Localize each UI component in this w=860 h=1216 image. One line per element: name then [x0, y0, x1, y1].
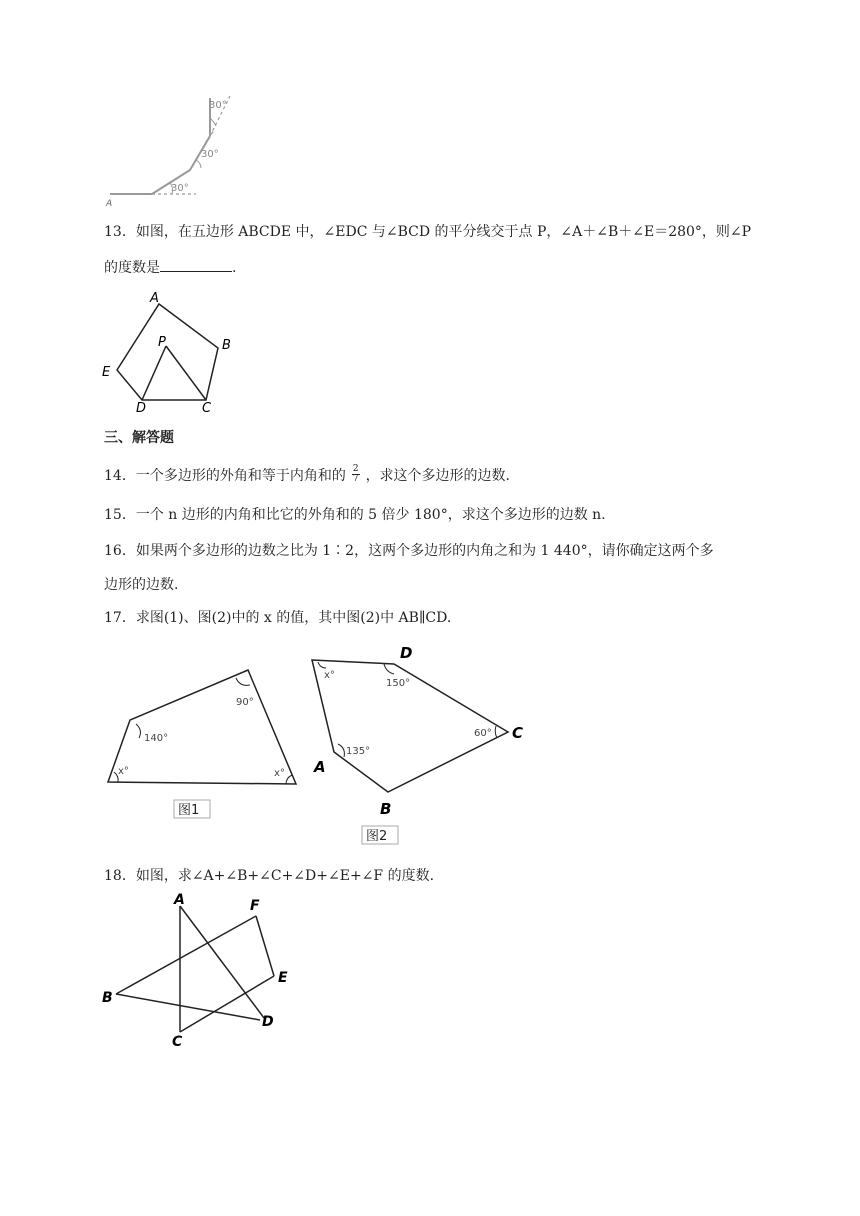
fig17a-caption: 图1 [178, 803, 200, 818]
q14-fraction-num: 2 [352, 463, 359, 474]
fig12-angle-top: 30° [209, 100, 227, 111]
figure-17-2 [0, 640, 860, 850]
fig17b-label-c: C [512, 724, 524, 742]
fig12-angle-low: 30° [171, 183, 189, 194]
fig17a-angle-90: 90° [236, 697, 254, 708]
fig18-label-e: E [278, 970, 288, 986]
fig12-angle-mid: 30° [201, 149, 219, 160]
fig18-label-b: B [102, 990, 113, 1006]
fig17b-angle-150: 150° [386, 678, 411, 689]
q14-pre: 14．一个多边形的外角和等于内角和的 [104, 468, 346, 484]
fig13-label-p: P [158, 335, 166, 350]
fig13-label-a: A [150, 291, 159, 306]
fig13-label-e: E [102, 365, 111, 380]
q13-answer-blank[interactable] [160, 257, 232, 272]
q17: 17．求图(1)、图(2)中的 x 的值，其中图(2)中 AB∥CD. [104, 610, 452, 626]
q13-line2 [104, 257, 236, 278]
q15: 15．一个 n 边形的内角和比它的外角和的 5 倍少 180°，求这个多边形的边数 n. [104, 507, 606, 523]
figure-star-hexagon [0, 890, 860, 1070]
fig18-label-a: A [174, 892, 185, 908]
q14-post: ，求这个多边形的边数. [365, 468, 511, 484]
fig17b-label-a: A [314, 758, 326, 776]
section-title: 三、解答题 [104, 430, 174, 446]
fig17b-angle-x: x° [324, 670, 335, 681]
fig17b-label-d: D [400, 644, 413, 662]
figure-pentagon [0, 284, 860, 424]
fig17b-angle-135: 135° [346, 746, 371, 757]
fig18-label-d: D [262, 1014, 274, 1030]
fig17a-angle-x-right: x° [274, 768, 285, 779]
figure-angles-30 [0, 0, 860, 220]
q13-line2-post: . [232, 260, 237, 276]
fig13-label-b: B [222, 338, 231, 353]
fig18-label-c: C [172, 1034, 183, 1050]
fig17b-angle-60: 60° [474, 728, 492, 739]
q16-line2: 边形的边数. [104, 577, 179, 593]
q14 [104, 463, 511, 486]
q16-line1: 16．如果两个多边形的边数之比为 1∶2，这两个多边形的内角之和为 1 440°，请你确定这两个多 [104, 543, 714, 559]
q14-fraction-den: 7 [352, 473, 359, 484]
fig17b-caption: 图2 [366, 829, 388, 844]
fig12-label-a: A [106, 199, 113, 209]
q13-line2-pre: 的度数是 [104, 260, 160, 276]
q13-line1: 13．如图，在五边形 ABCDE 中，∠EDC 与∠BCD 的平分线交于点 P，∠A＋∠B＋∠E＝280°，则∠P [104, 224, 752, 240]
fig17a-angle-x-left: x° [118, 766, 129, 777]
q14-fraction [352, 465, 360, 484]
fig13-label-c: C [202, 401, 212, 416]
fig17a-angle-140: 140° [144, 733, 169, 744]
fig17b-label-b: B [380, 800, 392, 818]
fig18-label-f: F [250, 898, 260, 914]
fig13-label-d: D [136, 401, 147, 416]
q18: 18．如图，求∠A+∠B+∠C+∠D+∠E+∠F 的度数. [104, 868, 435, 884]
